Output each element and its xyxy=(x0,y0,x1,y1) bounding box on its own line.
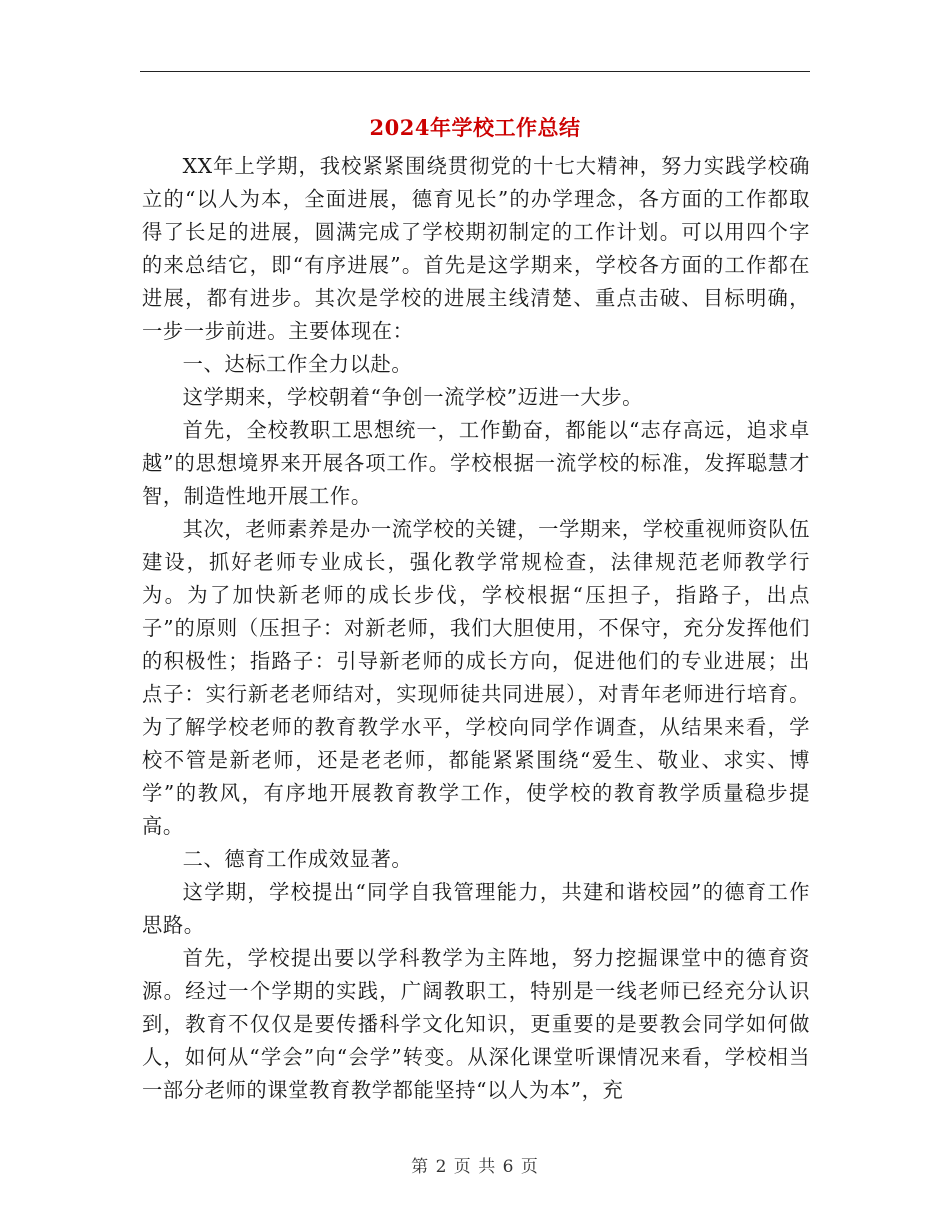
header-rule xyxy=(140,71,810,72)
paragraph: 首先，学校提出要以学科教学为主阵地，努力挖掘课堂中的德育资源。经过一个学期的实践，广阔教职工，特别是一线老师已经充分认识到，教育不仅仅是要传播科学文化知识，更重要的是要教会同学如何做人，如何从“学会”向“会学”转变。从深化课堂听课情况来看，学校相当一部分老师的课堂教育教学都能坚持“以人为本”，充 xyxy=(142,946,810,1102)
paragraph: 其次，老师素养是办一流学校的关键，一学期来，学校重视师资队伍建设，抓好老师专业成长，强化教学常规检查，法律规范老师教学行为。为了加快新老师的成长步伐，学校根据“压担子，指路子，出点子”的原则（压担子：对新老师，我们大胆使用，不保守，充分发挥他们的积极性；指路子：引导新老师的成长方向，促进他们的专业进展；出点子：实行新老老师结对，实现师徒共同进展），对青年老师进行培育。为了解学校老师的教育教学水平，学校向同学作调查，从结果来看，学校不管是新老师，还是老老师，都能紧紧围绕“爱生、敬业、求实、博学”的教风，有序地开展教育教学工作，使学校的教育教学质量稳步提高。 xyxy=(142,517,810,838)
page-footer xyxy=(0,1152,950,1177)
paragraph-intro: XX年上学期，我校紧紧围绕贯彻党的十七大精神，努力实践学校确立的“以人为本，全面进展，德育见长”的办学理念，各方面的工作都取得了长足的进展，圆满完成了学校期初制定的工作计划。可以用四个字的来总结它，即“有序进展”。首先是这学期来，学校各方面的工作都在进展，都有进步。其次是学校的进展主线清楚、重点击破、目标明确，一步一步前进。主要体现在： xyxy=(142,154,810,343)
paragraph: 这学期来，学校朝着“争创一流学校”迈进一大步。 xyxy=(182,385,644,409)
document-title: 2024年学校工作总结 xyxy=(369,115,581,140)
section-heading-2: 二、德育工作成效显著。 xyxy=(182,847,413,871)
paragraph: 这学期，学校提出“同学自我管理能力，共建和谐校园”的德育工作思路。 xyxy=(142,880,810,937)
page-number: 第 2 页 共 6 页 xyxy=(411,1157,539,1177)
document-body xyxy=(142,150,810,1107)
paragraph: 首先，全校教职工思想统一，工作勤奋，都能以“志存高远，追求卓越”的思想境界来开展各项工作。学校根据一流学校的标准，发挥聪慧才智，制造性地开展工作。 xyxy=(142,418,810,508)
section-heading-1: 一、达标工作全力以赴。 xyxy=(182,352,413,376)
